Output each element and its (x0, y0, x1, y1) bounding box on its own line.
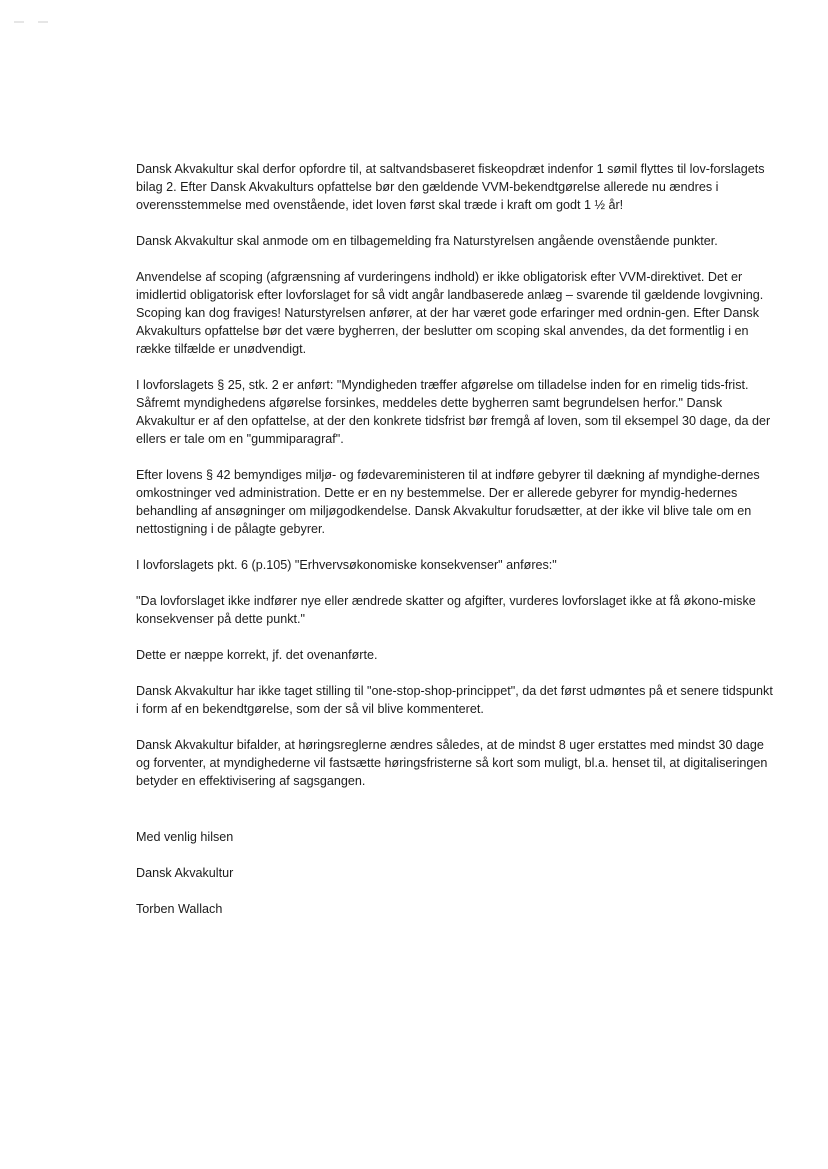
paragraph-gebyrer: Efter lovens § 42 bemyndiges miljø- og fødevareministeren til at indføre gebyrer til dækning af myndighe-dernes omkostninger ved administration. Dette er en ny bestemmelse. Der er allerede gebyrer for myndig-hedernes behandling af ansøgninger om miljøgodkendelse. Dansk Akvakultur forudsætter, at der ikke vil blive tale om en nettostigning i de pålagte gebyrer. (136, 468, 760, 536)
paragraph-tilbagemelding: Dansk Akvakultur skal anmode om en tilbagemelding fra Naturstyrelsen angående ovenstående punkter. (136, 234, 718, 248)
paragraph-naeppe-korrekt: Dette er næppe korrekt, jf. det ovenanførte. (136, 648, 378, 662)
paragraph-one-stop-shop: Dansk Akvakultur har ikke taget stilling til "one-stop-shop-princippet", da det først udmøntes på et senere tidspunkt i form af en bekendtgørelse, som der så vil blive kommenteret. (136, 684, 773, 716)
paragraph-erhvervsoekonomiske: I lovforslagets pkt. 6 (p.105) "Erhvervsøkonomiske konsekvenser" anføres:" (136, 558, 557, 572)
paragraph-hoeringsregler: Dansk Akvakultur bifalder, at høringsreglerne ændres således, at de mindst 8 uger erstattes med mindst 30 dage og forventer, at myndighederne vil fastsætte høringsfristerne så kort som muligt, bl.a. henset til, at digitaliseringen betyder en effektivisering af sagsgangen. (136, 738, 768, 788)
paragraph-scoping: Anvendelse af scoping (afgrænsning af vurderingens indhold) er ikke obligatorisk efter VVM-direktivet. Det er imidlertid obligatorisk efter lovforslaget for så vidt angår landbaserede anlæg – svarende til gældende lovgivning. Scoping kan dog fraviges! Naturstyrelsen anfører, at der har været gode erfaringer med ordnin-gen. Efter Dansk Akvakulturs opfattelse bør det være bygherren, der beslutter om scoping skal anvendes, da det formentlig i en række tilfælde er unødvendigt. (136, 270, 764, 356)
closing-greeting: Med venlig hilsen (136, 830, 234, 844)
paragraph-citat: "Da lovforslaget ikke indfører nye eller ændrede skatter og afgifter, vurderes lovforslaget ikke at få økono-miske konsekvenser på dette punkt." (136, 594, 756, 626)
scan-artifact (14, 10, 74, 16)
letter-body (136, 160, 776, 936)
closing-signatory: Torben Wallach (136, 902, 223, 916)
paragraph-tidsfrist: I lovforslagets § 25, stk. 2 er anført: "Myndigheden træffer afgørelse om tilladelse inden for en rimelig tids-frist. Såfremt myndighedens afgørelse forsinkes, meddeles dette bygherren samt begrundelsen herfor." Dansk Akvakultur er af den opfattelse, at der den konkrete tidsfrist bør fremgå af loven, som til eksempel 30 dage, da der ellers er tale om en "gummiparagraf". (136, 378, 771, 446)
closing-organization: Dansk Akvakultur (136, 866, 234, 880)
paragraph-bilag-2: Dansk Akvakultur skal derfor opfordre til, at saltvandsbaseret fiskeopdræt indenfor 1 sømil flyttes til lov-forslagets bilag 2. Efter Dansk Akvakulturs opfattelse bør den gældende VVM-bekendtgørelse allerede nu ændres i overensstemmelse med ovenstående, idet loven først skal træde i kraft om godt 1 ½ år! (136, 162, 765, 212)
